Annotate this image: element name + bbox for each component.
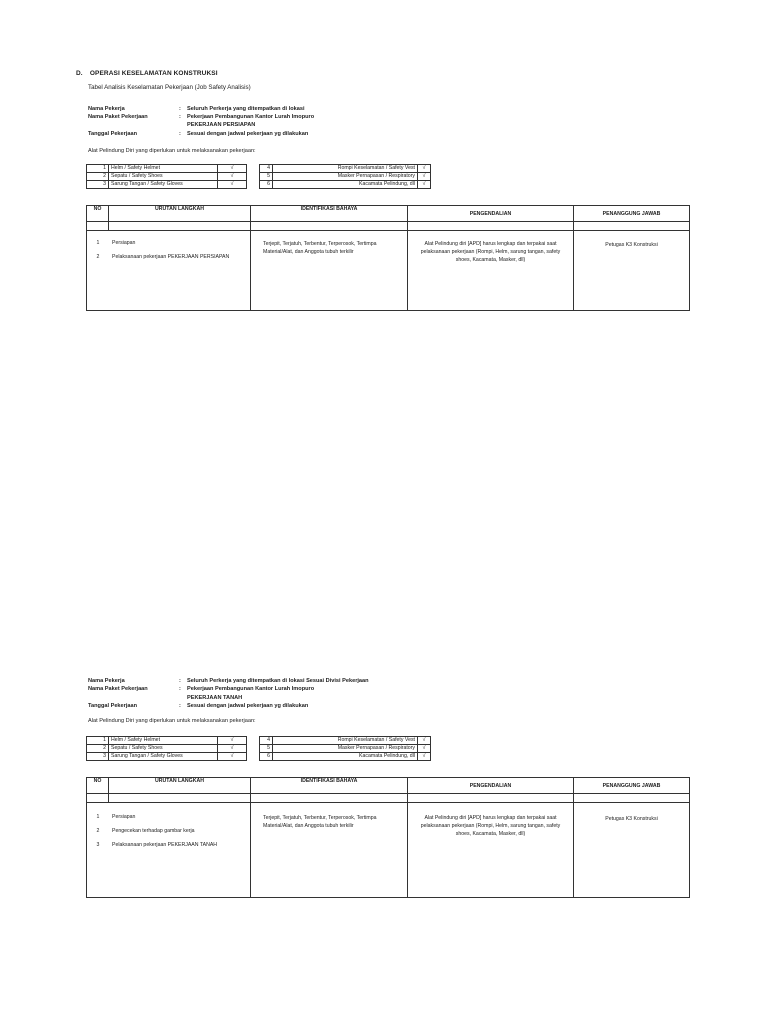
- apd-no: 6: [260, 753, 273, 761]
- pengendalian-cell: [408, 803, 574, 898]
- apd-check: √: [418, 173, 431, 181]
- apd-check: √: [418, 753, 431, 761]
- apd-name: Kacamata Pelindung, dll: [273, 753, 418, 761]
- colon: :: [179, 131, 181, 137]
- apd-no: 2: [87, 173, 109, 181]
- section-subtitle: Tabel Analisis Keselamatan Pekerjaan (Job Safety Analisis): [88, 84, 251, 91]
- section-title-text: OPERASI KESELAMATAN KONSTRUKSI: [89, 70, 218, 77]
- step-text: Pelaksanaan pekerjaan PEKERJAAN PERSIAPAN: [112, 254, 230, 260]
- bahaya-cell: Terjepit, Terjatuh, Terbentur, Terperosok, Tertimpa Material/Alat, dan Anggota tubuh terkilir: [251, 231, 408, 311]
- apd-check: √: [218, 753, 247, 761]
- apd-row: [87, 737, 431, 745]
- apd-name: Rompi Keselamatan / Safety Vest: [273, 165, 418, 173]
- label-nama-paket: Nama Paket Pekerjaan: [88, 686, 148, 692]
- header-pengendalian: PENGENDALIAN: [408, 778, 574, 794]
- colon: :: [179, 114, 181, 120]
- apd-no: 4: [260, 737, 273, 745]
- section-title: [76, 70, 218, 77]
- value-nama-paket: Pekerjaan Pembangunan Kantor Lurah Imopuro: [187, 114, 315, 120]
- apd-check: √: [418, 165, 431, 173]
- value-tanggal: Sesuai dengan jadwal pekerjaan yg dilakukan: [187, 131, 309, 137]
- section-letter: D.: [76, 70, 83, 77]
- step-no: 1: [96, 814, 100, 820]
- apd-name: Helm / Safety Helmet: [109, 737, 218, 745]
- value-nama-paket-sub: PEKERJAAN TANAH: [187, 695, 243, 701]
- apd-note: Alat Pelindung Diri yang diperlukan untuk melaksanakan pekerjaan:: [88, 718, 256, 724]
- step-no: 2: [96, 254, 100, 260]
- apd-note: Alat Pelindung Diri yang diperlukan untuk melaksanakan pekerjaan:: [88, 148, 256, 154]
- header-pengendalian: PENGENDALIAN: [408, 206, 574, 222]
- apd-no: 3: [87, 181, 109, 189]
- apd-name: Masker Pernapasan / Respiratory: [273, 745, 418, 753]
- apd-check: √: [418, 745, 431, 753]
- apd-check: √: [418, 737, 431, 745]
- jsa-table-1: [86, 205, 690, 311]
- apd-check: √: [418, 181, 431, 189]
- apd-name: Sarung Tangan / Safety Gloves: [109, 753, 218, 761]
- apd-name: Rompi Keselamatan / Safety Vest: [273, 737, 418, 745]
- steps-cell: [87, 803, 251, 898]
- step-text: Pelaksanaan pekerjaan PEKERJAAN TANAH: [112, 842, 218, 848]
- apd-name: Sepatu / Safety Shoes: [109, 745, 218, 753]
- pengendalian-cell: [408, 231, 574, 311]
- step-text: Persiapan: [112, 240, 136, 246]
- value-tanggal: Sesuai dengan jadwal pekerjaan yg dilakukan: [187, 703, 309, 709]
- apd-row: [87, 753, 431, 761]
- apd-row: [87, 745, 431, 753]
- header-urutan: URUTAN LANGKAH: [109, 778, 251, 794]
- jsa-table-2: [86, 777, 690, 898]
- colon: :: [179, 678, 181, 684]
- apd-check: √: [218, 737, 247, 745]
- header-penanggung: PENANGGUNG JAWAB: [574, 778, 690, 794]
- apd-no: 5: [260, 173, 273, 181]
- step-no: 1: [96, 240, 100, 246]
- apd-name: Sepatu / Safety Shoes: [109, 173, 218, 181]
- label-tanggal: Tanggal Pekerjaan: [88, 703, 138, 709]
- step-no: 2: [96, 828, 100, 834]
- header-identifikasi: IDENTIFIKASI BAHAYA: [251, 778, 408, 794]
- header-no: NO: [87, 206, 109, 222]
- value-nama-paket: Pekerjaan Pembangunan Kantor Lurah Imopuro: [187, 686, 315, 692]
- value-nama-pekerja: Seluruh Perkerja yang ditempatkan di lokasi Sesuai Divisi Pekerjaan: [187, 678, 369, 684]
- apd-table: [86, 164, 431, 189]
- apd-row: [87, 165, 431, 173]
- colon: :: [179, 106, 181, 112]
- steps-cell: [87, 231, 251, 311]
- penanggung-cell: Petugas K3 Konstruksi: [574, 231, 690, 311]
- label-nama-paket: Nama Paket Pekerjaan: [88, 114, 148, 120]
- apd-name: Kacamata Pelindung, dll: [273, 181, 418, 189]
- step-no: 3: [96, 842, 100, 848]
- step-text: Pengecekan terhadap gambar kerja: [112, 828, 195, 834]
- apd-name: Sarung Tangan / Safety Gloves: [109, 181, 218, 189]
- apd-check: √: [218, 165, 247, 173]
- apd-no: 5: [260, 745, 273, 753]
- apd-no: 6: [260, 181, 273, 189]
- apd-table: [86, 736, 431, 761]
- value-nama-paket-sub: PEKERJAAN PERSIAPAN: [187, 122, 256, 128]
- apd-name: Helm / Safety Helmet: [109, 165, 218, 173]
- header-penanggung: PENANGGUNG JAWAB: [574, 206, 690, 222]
- header-no: NO: [87, 778, 109, 794]
- bahaya-cell: Terjepit, Terjatuh, Terbentur, Terperosok, Tertimpa Material/Alat, dan Anggota tubuh terkilir: [251, 803, 408, 898]
- step-text: Persiapan: [112, 814, 136, 820]
- label-nama-pekerja: Nama Pekerja: [88, 106, 125, 112]
- apd-name: Masker Pernapasan / Respiratory: [273, 173, 418, 181]
- label-tanggal: Tanggal Pekerjaan: [88, 131, 138, 137]
- colon: :: [179, 686, 181, 692]
- apd-no: 1: [87, 165, 109, 173]
- apd-no: 3: [87, 753, 109, 761]
- pengendalian-text: Alat Pelindung diri [APD] harus lengkap dan terpakai saat pelaksanaan pekerjaan (Rompi, Helm, sarung tangan, safety shoes, Kacamata, Masker, dll): [420, 815, 561, 837]
- penanggung-cell: Petugas K3 Konstruksi: [574, 803, 690, 898]
- apd-row: [87, 173, 431, 181]
- header-identifikasi: IDENTIFIKASI BAHAYA: [251, 206, 408, 222]
- apd-row: [87, 181, 431, 189]
- value-nama-pekerja: Seluruh Perkerja yang ditempatkan di lokasi: [187, 106, 305, 112]
- colon: :: [179, 703, 181, 709]
- header-urutan: URUTAN LANGKAH: [109, 206, 251, 222]
- apd-check: √: [218, 173, 247, 181]
- apd-no: 1: [87, 737, 109, 745]
- apd-no: 2: [87, 745, 109, 753]
- apd-no: 4: [260, 165, 273, 173]
- label-nama-pekerja: Nama Pekerja: [88, 678, 125, 684]
- pengendalian-text: Alat Pelindung diri [APD] harus lengkap dan terpakai saat pelaksanaan pekerjaan (Rompi, Helm, sarung tangan, safety shoes, Kacamata, Masker, dll): [420, 241, 561, 263]
- apd-check: √: [218, 181, 247, 189]
- apd-check: √: [218, 745, 247, 753]
